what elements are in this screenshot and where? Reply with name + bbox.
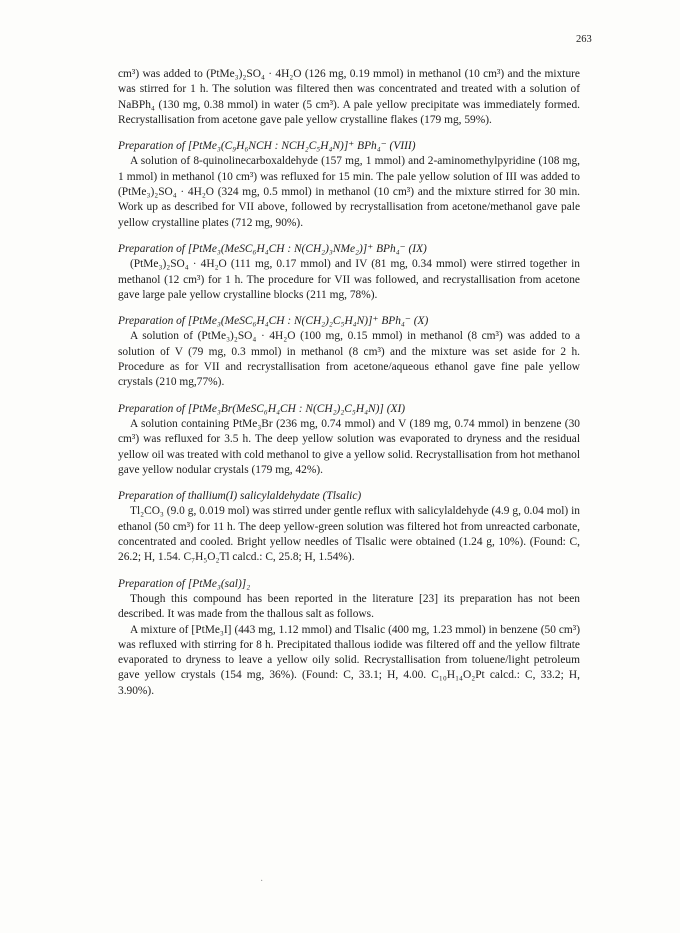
paragraph: Tl₂CO₃ (9.0 g, 0.019 mol) was stirred under gentle reflux with salicylaldehyde (4.9 g, 0.04 mol) in ethanol (50 cm³) for 11 h. The deep yellow-green solution was filtered hot from unreacted carbonate, concentrated and cooled. Bright yellow needles of Tlsalic were obtained (1.24 g, 10%). (Found: C, 26.2; H, 1.54. C₇H₅O₂Tl calcd.: C, 25.8; H, 1.54%).	[118, 505, 580, 564]
article-body	[118, 56, 580, 699]
paragraph: (PtMe₃)₂SO₄ · 4H₂O (111 mg, 0.17 mmol) and IV (81 mg, 0.34 mmol) were stirred together in methanol (12 cm³) for 1 h. The procedure for VII was followed, and recrystallisation from acetone gave large pale yellow crystalline blocks (211 mg, 78%).	[118, 258, 580, 301]
section-x	[118, 314, 580, 390]
paragraph: A solution containing PtMe₃Br (236 mg, 0.74 mmol) and V (189 mg, 0.74 mmol) in benzene (30 cm³) was refluxed for 3.5 h. The deep yellow solution was evaporated to dryness and the residual yellow oil was treated with cold methanol to give a yellow solid. Recrystallisation from hot methanol gave yellow nodular crystals (179 mg, 42%).	[118, 417, 580, 476]
section-ix	[118, 242, 580, 303]
section-ptme3-sal	[118, 577, 580, 699]
page-number: 263	[576, 34, 592, 45]
section-heading: Preparation of [PtMe₃(sal)]₂	[118, 577, 251, 590]
section-heading: Preparation of [PtMe₃(MeSC₆H₄CH : N(CH₂)₃NMe₂)]⁺ BPh₄⁻ (IX)	[118, 242, 427, 255]
paragraph: Though this compound has been reported in the literature [23] its preparation has not been described. It was made from the thallous salt as follows.	[118, 592, 580, 621]
section-heading: Preparation of [PtMe₃(MeSC₆H₄CH : N(CH₂)₂C₅H₄N)]⁺ BPh₄⁻ (X)	[118, 315, 429, 328]
section-tlsalic	[118, 489, 580, 565]
section-xi	[118, 402, 580, 478]
section-viii	[118, 139, 580, 231]
section-vii-continuation	[118, 67, 580, 128]
footer-mark: ·	[260, 876, 264, 887]
paragraph: A solution of (PtMe₃)₂SO₄ · 4H₂O (100 mg, 0.15 mmol) in methanol (8 cm³) was added to a solution of V (79 mg, 0.3 mmol) in methanol (8 cm³) and the mixture was set aside for 2 h. Procedure as for VII and recrystallisation from acetone/aqueous ethanol gave fine pale yellow crystals (210 mg,77%).	[118, 330, 580, 389]
paragraph: A mixture of [PtMe₃I] (443 mg, 1.12 mmol) and Tlsalic (400 mg, 1.23 mmol) in benzene (50 cm³) was refluxed with stirring for 8 h. Precipitated thallous iodide was filtered off and the yellow filtrate evaporated to dryness to leave a yellow oily solid. Recrystallisation from toluene/light petroleum gave yellow crystals (154 mg, 36%). (Found: C, 33.1; H, 4.00. C₁₀H₁₄O₂Pt calcd.: C, 33.2; H, 3.90%).	[118, 623, 580, 697]
section-heading: Preparation of thallium(I) salicylaldehydate (Tlsalic)	[118, 490, 362, 503]
paragraph: cm³) was added to (PtMe₃)₂SO₄ · 4H₂O (126 mg, 0.19 mmol) in methanol (10 cm³) and the mixture was stirred for 1 h. The solution was filtered then was concentrated and treated with a solution of NaBPh₄ (130 mg, 0.38 mmol) in water (5 cm³). A pale yellow precipitate was immediately formed. Recrystallisation from acetone gave pale yellow crystalline flakes (179 mg, 59%).	[118, 68, 580, 126]
paragraph: A solution of 8-quinolinecarboxaldehyde (157 mg, 1 mmol) and 2-aminomethylpyridine (108 mg, 1 mmol) in methanol (10 cm³) was refluxed for 15 min. The pale yellow solution of III was added to (PtMe₃)₂SO₄ · 4H₂O (324 mg, 0.5 mmol) in methanol (10 cm³) and the mixture stirred for 30 min. Work up as described for VII above, followed by recrystallisation from acetone/methanol gave pale yellow crystalline plates (712 mg, 90%).	[118, 155, 580, 229]
section-heading: Preparation of [PtMe₃Br(MeSC₆H₄CH : N(CH₂)₂C₅H₄N)] (XI)	[118, 402, 406, 415]
section-heading: Preparation of [PtMe₃(C₉H₆NCH : NCH₂C₅H₄N)]⁺ BPh₄⁻ (VIII)	[118, 140, 416, 153]
